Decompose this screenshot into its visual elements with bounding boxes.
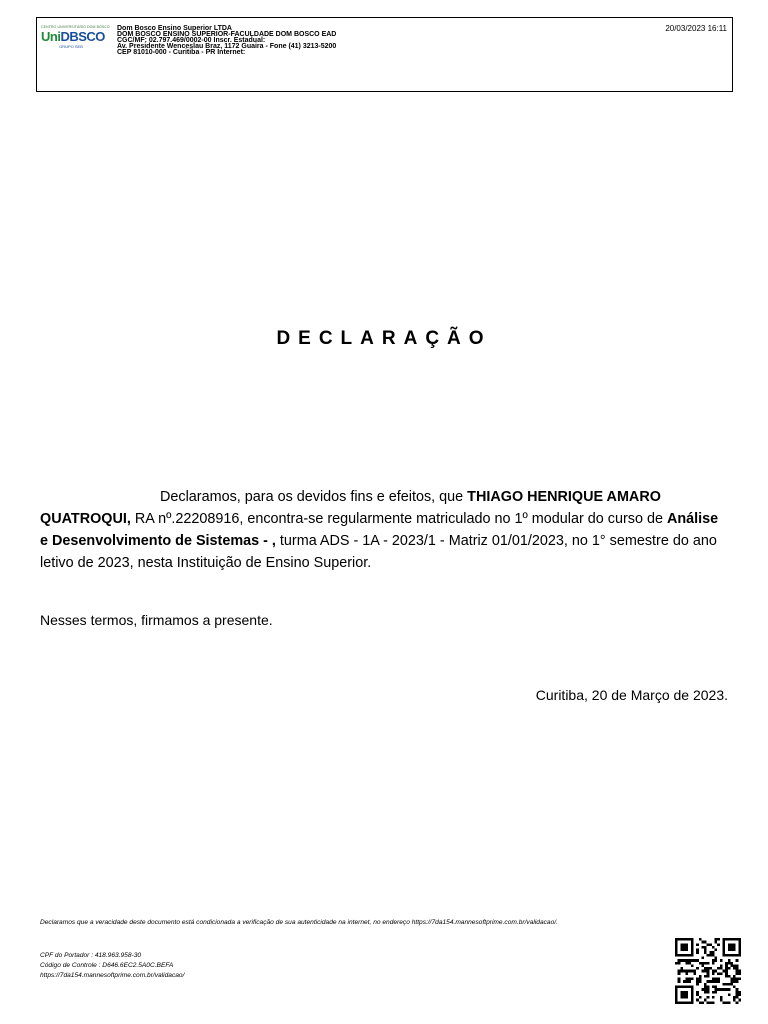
student-name: THIAGO HENRIQUE AMARO QUATROQUI, — [40, 489, 661, 527]
company-info — [117, 26, 336, 56]
institution-logo — [41, 25, 113, 53]
closing-statement: Nesses termos, firmamos a presente. — [40, 612, 273, 628]
paragraph-intro: Declaramos, para os devidos fins e efeitos, que — [160, 489, 468, 505]
declaration-paragraph — [40, 486, 728, 574]
logo-brand — [41, 30, 113, 43]
company-line: Dom Bosco Ensino Superior LTDA — [117, 25, 232, 32]
holder-cpf: CPF do Portador : 418.963.958-30 — [40, 952, 142, 959]
logo-brand-uni: Uni — [41, 29, 61, 44]
document-title: DECLARAÇÃO — [276, 328, 492, 349]
company-line: CEP 81010-000 - Curitiba - PR Internet: — [117, 49, 246, 56]
company-line: CGC/MF: 02.797.469/0002-00 Inscr. Estadual: — [117, 37, 266, 44]
issue-datetime: 20/03/2023 16:11 — [665, 24, 727, 33]
place-and-date: Curitiba, 20 de Março de 2023. — [535, 687, 728, 703]
footer-meta — [40, 951, 184, 981]
logo-brand-dbsco: DBSCO — [60, 29, 105, 44]
company-line: DOM BOSCO ENSINO SUPERIOR-FACULDADE DOM BOSCO EAD — [117, 31, 337, 38]
qr-code-icon — [675, 938, 741, 1004]
company-line: Av. Presidente Wenceslau Braz, 1172 Guaira - Fone (41) 3213-5200 — [117, 43, 337, 50]
document-header — [36, 17, 733, 92]
paragraph-enrollment: RA nº.22208916, encontra-se regularmente matriculado no 1º modular do curso de — [130, 511, 667, 527]
course-name: Análise e Desenvolvimento de Sistemas - , — [40, 511, 719, 549]
logo-tagline: CENTRO UNIVERSITÁRIO DOM BOSCO — [41, 25, 110, 29]
validation-url[interactable]: https://7da154.mannesoftprime.com.br/validacao/ — [40, 972, 185, 979]
paragraph-details: turma ADS - 1A - 2023/1 - Matriz 01/01/2023, no 1° semestre do ano letivo de 2023, nesta Instituição de Ensino Superior. — [40, 533, 717, 571]
control-code: Código de Controle : D646.6EC2.5A0C.BEFA — [40, 962, 174, 969]
validation-note: Declaramos que a veracidade deste documento está condicionada a verificação de sua autenticidade na internet, no endereço https://7da154.mannesoftprime.com.br/validacao/. — [40, 919, 558, 926]
logo-group: GRUPO SEB — [59, 44, 83, 49]
